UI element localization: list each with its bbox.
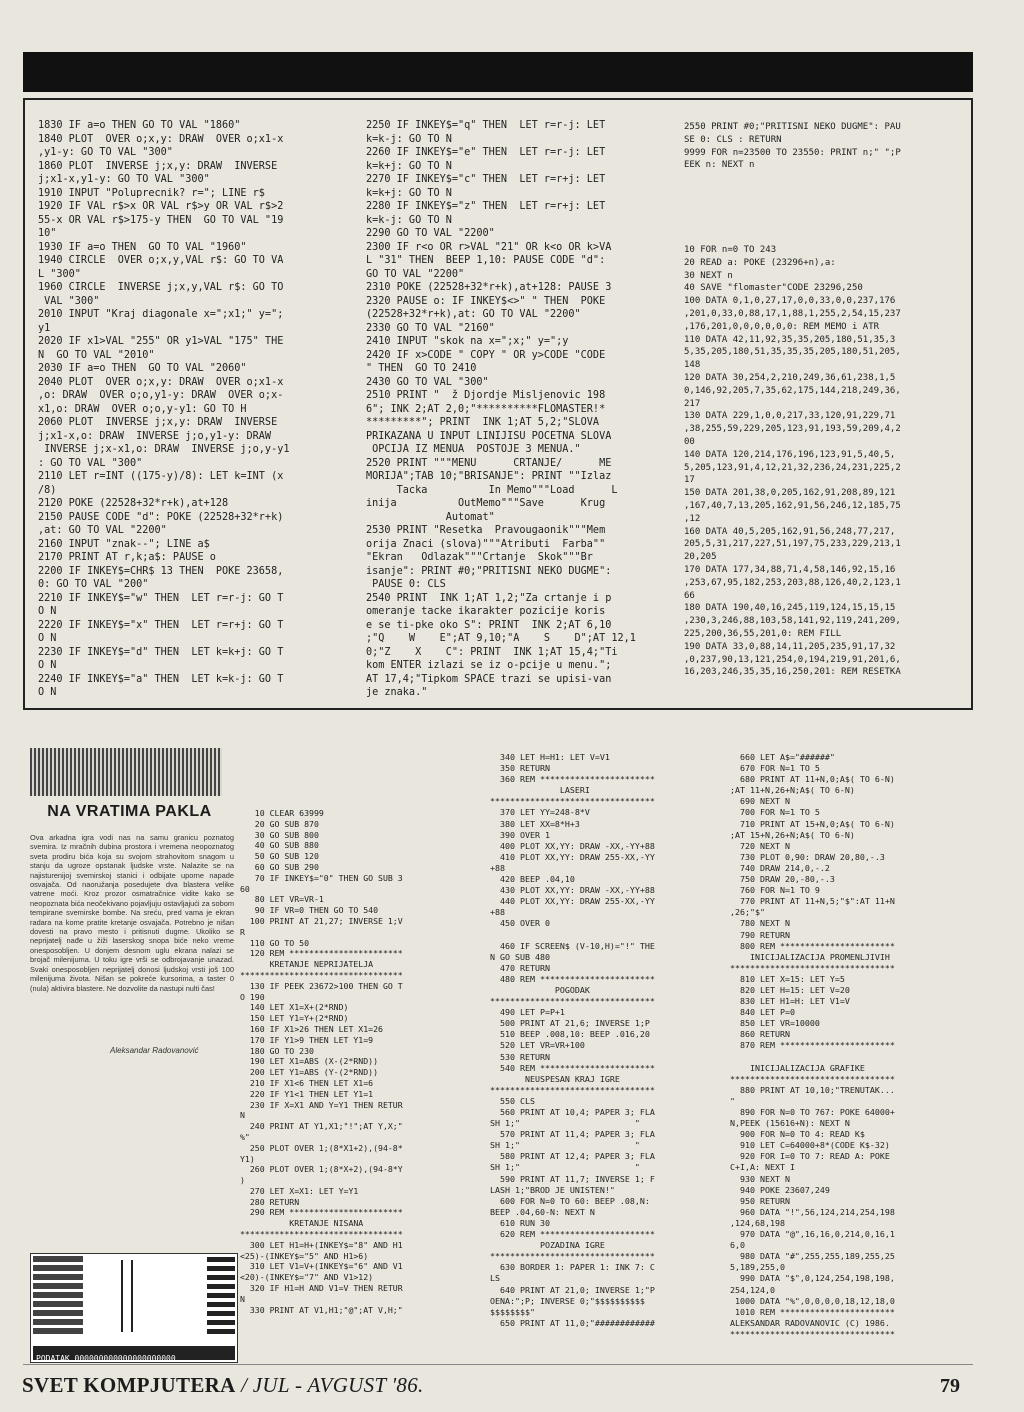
listing-top-col1: 1830 IF a=o THEN GO TO VAL "1860" 1840 PLOT OVER o;x,y: DRAW OVER o;x1-x ,y1-y: GO TO VAL "300" 1860 PLOT INVERSE j;x,y: DRAW INVERSE j;x1-x,y1-y: GO TO VAL "300" 1910 INPUT "Poluprecnik? r="; LINE r$ 1920 IF VAL r$>x OR VAL r$>y OR VAL r$>2 55-x OR VAL r$>175-y THEN GO TO VAL "19 10" 1930 IF a=o THEN GO TO VAL "1960" 1940 CIRCLE OVER o;x,y,VAL r$: GO TO VA L "300" 1960 CIRCLE INVERSE j;x,y,VAL r$: GO TO VAL "300" 2010 INPUT "Kraj diagonale x=";x1;" y="; y1 2020 IF x1>VAL "255" OR y1>VAL "175" THE N GO TO VAL "2010" 2030 IF a=o THEN GO TO VAL "2060" 2040 PLOT OVER o;x,y: DRAW OVER o;x1-x ,o: DRAW OVER o;o,y1-y: DRAW OVER o;x- x1,o: DRAW OVER o;o,y-y1: GO TO H 2060 PLOT INVERSE j;x,y: DRAW INVERSE j;x1-x,o: DRAW INVERSE j;o,y1-y: DRAW INVERSE j;x-x1,o: DRAW INVERSE j;o,y-y1 : GO TO VAL "300" 2110 LET r=INT ((175-y)/8): LET k=INT (x /8) 2120 POKE (22528+32*r+k),at+128 2150 PAUSE CODE "d": POKE (22528+32*r+k) ,at: GO TO VAL "2200" 2160 INPUT "znak--"; LINE a$ 2170 PRINT AT r,k;a$: PAUSE o 2200 IF INKEY$=CHR$ 13 THEN POKE 23658, 0: GO TO VAL "200" 2210 IF INKEY$="w" THEN LET r=r-j: GO T O N 2220 IF INKEY$="x" THEN LET r=r+j: GO T O N 2230 IF INKEY$="d" THEN LET k=k+j: GO T O N 2240 IF INKEY$="a" THEN LET k=k-j: GO T O N xyxy=(38,120,290,698)
game-screenshot xyxy=(30,1253,238,1363)
listing-bottom-col3: 660 LET A$="######" 670 FOR N=1 TO 5 680 PRINT AT 11+N,0;A$( TO 6-N) ;AT 11+N,26+N;A$( TO 6-N) 690 NEXT N 700 FOR N=1 TO 5 710 PRINT AT 15+N,0;A$( TO 6-N) ;AT 15+N,26+N;A$( TO 6-N) 720 NEXT N 730 PLOT 0,90: DRAW 20,80,-.3 740 DRAW 214,0,-.2 750 DRAW 20,-80,-.3 760 FOR N=1 TO 9 770 PRINT AT 11+N,5;"$":AT 11+N ,26;"$" 780 NEXT N 790 RETURN 800 REM *********************** INICIJALIZACIJA PROMENLJIVIH ********************************* 810 LET X=15: LET Y=5 820 LET H=15: LET V=20 830 LET H1=H: LET V1=V 840 LET P=0 850 LET VR=10000 860 RETURN 870 REM *********************** INICIJALIZACIJA GRAFIKE ********************************* 880 PRINT AT 10,10;"TRENUTAK... " 890 FOR N=0 TO 767: POKE 64000+ N,PEEK (15616+N): NEXT N 900 FOR N=0 TO 4: READ K$ 910 LET C=64000+8*(CODE K$-32) 920 FOR I=0 TO 7: READ A: POKE C+I,A: NEXT I 930 NEXT N 940 POKE 23607,249 950 RETURN 960 DATA "!",56,124,214,254,198 ,124,68,198 970 DATA "@",16,16,0,214,0,16,1 6,0 980 DATA "#",255,255,189,255,25 5,189,255,0 990 DATA "$",0,124,254,198,198, 254,124,0 1000 DATA "%",0,0,0,0,18,12,18,0 1010 REM *********************** ALEKSANDAR RADOVANOVIC (C) 1986. ********************************* xyxy=(730,752,895,1339)
page-number: 79 xyxy=(940,1375,960,1397)
article-header-pattern xyxy=(30,748,222,796)
screenshot-status-text: PODATAK 000000000000000000000 xyxy=(36,1354,176,1363)
header-bar xyxy=(23,52,973,92)
screenshot-right-blocks xyxy=(207,1256,235,1334)
screenshot-status-row xyxy=(33,1346,235,1363)
article-author: Aleksandar Radovanović xyxy=(110,1046,199,1055)
footer-rule xyxy=(23,1364,973,1365)
article-title: NA VRATIMA PAKLA xyxy=(47,803,212,820)
listing-bottom-col2: 340 LET H=H1: LET V=V1 350 RETURN 360 REM *********************** LASERI ********************************* 370 LET YY=248-8*V 380 LET XX=8*H+3 390 OVER 1 400 PLOT XX,YY: DRAW -XX,-YY+88 410 PLOT XX,YY: DRAW 255-XX,-YY +88 420 BEEP .04,10 430 PLOT XX,YY: DRAW -XX,-YY+88 440 PLOT XX,YY: DRAW 255-XX,-YY +88 450 OVER 0 460 IF SCREEN$ (V-10,H)="!" THE N GO SUB 480 470 RETURN 480 REM *********************** POGODAK ********************************* 490 LET P=P+1 500 PRINT AT 21,6; INVERSE 1;P 510 BEEP .008,10: BEEP .016,20 520 LET VR=VR+100 530 RETURN 540 REM *********************** NEUSPESAN KRAJ IGRE ********************************* 550 CLS 560 PRINT AT 10,4; PAPER 3; FLA SH 1;" " 570 PRINT AT 11,4; PAPER 3; FLA SH 1;" " 580 PRINT AT 12,4; PAPER 3; FLA SH 1;" " 590 PRINT AT 11,7; INVERSE 1; F LASH 1;"BROD JE UNISTEN!" 600 FOR N=0 TO 60: BEEP .08,N: BEEP .04,60-N: NEXT N 610 RUN 30 620 REM *********************** POZADINA IGRE ********************************* 630 BORDER 1: PAPER 1: INK 7: C LS 640 PRINT AT 21,0; INVERSE 1;"P OENA:";P; INVERSE 0;"$$$$$$$$$$ $$$$$$$$" 650 PRINT AT 11,0;"############ xyxy=(490,752,655,1328)
footer-title xyxy=(22,1373,424,1398)
listing-top-col3-b: 10 FOR n=0 TO 243 20 READ a: POKE (23296+n),a: 30 NEXT n 40 SAVE "flomaster"CODE 23296,250 100 DATA 0,1,0,27,17,0,0,33,0,0,237,176 ,201,0,33,0,88,17,1,88,1,255,2,54,15,237 ,176,201,0,0,0,0,0,0: REM MEMO i ATR 110 DATA 42,11,92,35,35,205,180,51,35,3 5,35,205,180,51,35,35,35,205,180,51,205, 148 120 DATA 30,254,2,210,249,36,61,238,1,5 0,146,92,205,7,35,62,175,144,218,249,36, 217 130 DATA 229,1,0,0,217,33,120,91,229,71 ,38,255,59,229,205,123,91,193,59,209,4,2 00 140 DATA 120,214,176,196,123,91,5,40,5, 5,205,123,91,4,12,21,32,236,24,231,225,2 17 150 DATA 201,38,0,205,162,91,208,89,121 ,167,40,7,13,205,162,91,56,246,12,185,75 ,12 160 DATA 40,5,205,162,91,56,248,77,217, 205,5,31,217,227,51,197,75,233,229,213,1 20,205 170 DATA 177,34,88,71,4,58,146,92,15,16 ,253,67,95,182,253,203,88,126,40,2,123,1 66 180 DATA 190,40,16,245,119,124,15,15,15 ,230,3,246,88,103,58,141,92,119,241,209, 225,200,36,55,201,0: REM FILL 190 DATA 33,0,88,14,11,205,235,91,17,32 ,0,237,90,13,121,254,0,194,219,91,201,6, 16,203,246,35,35,16,250,201: REM RESETKA xyxy=(684,245,901,678)
listing-top-col3-a: 2550 PRINT #0;"PRITISNI NEKO DUGME": PAU SE 0: CLS : RETURN 9999 FOR n=23500 TO 23550: PRINT n;" ";P EEK n: NEXT n xyxy=(684,122,901,171)
issue-label: / JUL - AVGUST '86. xyxy=(241,1373,424,1397)
listing-top-col2: 2250 IF INKEY$="q" THEN LET r=r-j: LET k=k-j: GO TO N 2260 IF INKEY$="e" THEN LET r=r-j: LET k=k+j: GO TO N 2270 IF INKEY$="c" THEN LET r=r+j: LET k=k+j: GO TO N 2280 IF INKEY$="z" THEN LET r=r+j: LET k=k-j: GO TO N 2290 GO TO VAL "2200" 2300 IF r<o OR r>VAL "21" OR k<o OR k>VA L "31" THEN BEEP 1,10: PAUSE CODE "d": GO TO VAL "2200" 2310 POKE (22528+32*r+k),at+128: PAUSE 3 2320 PAUSE o: IF INKEY$<>" " THEN POKE (22528+32*r+k),at: GO TO VAL "2200" 2330 GO TO VAL "2160" 2410 INPUT "skok na x=";x;" y=";y 2420 IF x>CODE " COPY " OR y>CODE "CODE " THEN GO TO 2410 2430 GO TO VAL "300" 2510 PRINT " ž Djordje Misljenovic 198 6"; INK 2;AT 2,0;"**********FLOMASTER!* *********"; PRINT INK 1;AT 5,2;"SLOVA PRIKAZANA U INPUT LINIJISU POCETNA SLOVA OPCIJA IZ MENUA POSTOJE 3 MENUA." 2520 PRINT """MENU CRTANJE/ ME MORIJA";TAB 10;"BRISANJE": PRINT ""Izlaz Tacka In Memo"""Load L inija OutMemo"""Save Krug Automat" 2530 PRINT "Resetka Pravougaonik"""Mem orija Znaci (slova)"""Atributi Farba"" "Ekran Odlazak"""Crtanje Skok"""Br isanje": PRINT #0;"PRITISNI NEKO DUGME": PAUSE 0: CLS 2540 PRINT INK 1;AT 1,2;"Za crtanje i p omeranje tacke ikarakter pozicije koris e se ti-pke oko S": PRINT INK 2;AT 6,10 ;"Q W E";AT 9,10;"A S D";AT 12,1 0;"Z X C": PRINT INK 1;AT 15,4;"Ti kom ENTER izlazi se iz o-pcije u menu."; AT 17,4;"Tipkom SPACE trazi se upisi-van je znaka." xyxy=(366,120,636,698)
screenshot-left-blocks xyxy=(33,1256,83,1334)
screenshot-center xyxy=(121,1260,133,1332)
magazine-name: SVET KOMPJUTERA xyxy=(22,1373,236,1397)
article-body: Ova arkadna igra vodi nas na samu granicu poznatog svemira. Iz mračnih dubina prostora i vremena neopoznatog sveta prodiru bića koja su svojom strahovitom snagom u stanju da ugroze opstanak ljudske vrste. Nalazite se na najisturenijoj svemirskoj stanici i odbijate upornе napade osvajača. Od naoružanja posedujete dva blastera velike vatrene moći. Kroz prozor osmatračnice vidite kako se neopoznata bića neočekivano pojavljuju ostavljajući za sobom tempirane svemirske bombe. Na sreću, pred vama je ekran radara na kome pratite kretanje osvajača. Potrebno je nišan dovesti na pravo mesto i pritisnuti dugme. Ukoliko se neprijatelj nađe u žiži laserskog snopa biće neko vreme onesposobljen. U donjem desnom uglu ekrana nalazi se brojač milenijuma. U toku igre vrši se odbrojavanje unazad. Svaki onesposobljen neprijatelj donosi ljudskoj vrsti još 100 milenijuma života. Nišan se pokreće kursorima, a taster 0 (nula) aktivira blastere. Ne dozvolite da nastupi nulti čas! xyxy=(30,833,234,993)
listing-bottom-col1: 10 CLEAR 63999 20 GO SUB 870 30 GO SUB 800 40 GO SUB 880 50 GO SUB 120 60 GO SUB 290 70 IF INKEY$="0" THEN GO SUB 3 60 80 LET VR=VR-1 90 IF VR=0 THEN GO TO 540 100 PRINT AT 21,27; INVERSE 1;V R 110 GO TO 50 120 REM *********************** KRETANJE NEPRIJATELJA ********************************* 130 IF PEEK 23672>100 THEN GO T O 190 140 LET X1=X+(2*RND) 150 LET Y1=Y+(2*RND) 160 IF X1>26 THEN LET X1=26 170 IF Y1>9 THEN LET Y1=9 180 GO TO 230 190 LET X1=ABS (X-(2*RND)) 200 LET Y1=ABS (Y-(2*RND)) 210 IF X1<6 THEN LET X1=6 220 IF Y1<1 THEN LET Y1=1 230 IF X=X1 AND Y=Y1 THEN RETUR N 240 PRINT AT Y1,X1;"!";AT Y,X;" %" 250 PLOT OVER 1;(8*X1+2),(94-8* Y1) 260 PLOT OVER 1;(8*X+2),(94-8*Y ) 270 LET X=X1: LET Y=Y1 280 RETURN 290 REM *********************** KRETANJE NISANA ********************************* 300 LET H1=H+(INKEY$="8" AND H1 <25)-(INKEY$="5" AND H1>6) 310 LET V1=V+(INKEY$="6" AND V1 <20)-(INKEY$="7" AND V1>12) 320 IF H1=H AND V1=V THEN RETUR N 330 PRINT AT V1,H1;"@";AT V,H;" xyxy=(240,808,403,1315)
